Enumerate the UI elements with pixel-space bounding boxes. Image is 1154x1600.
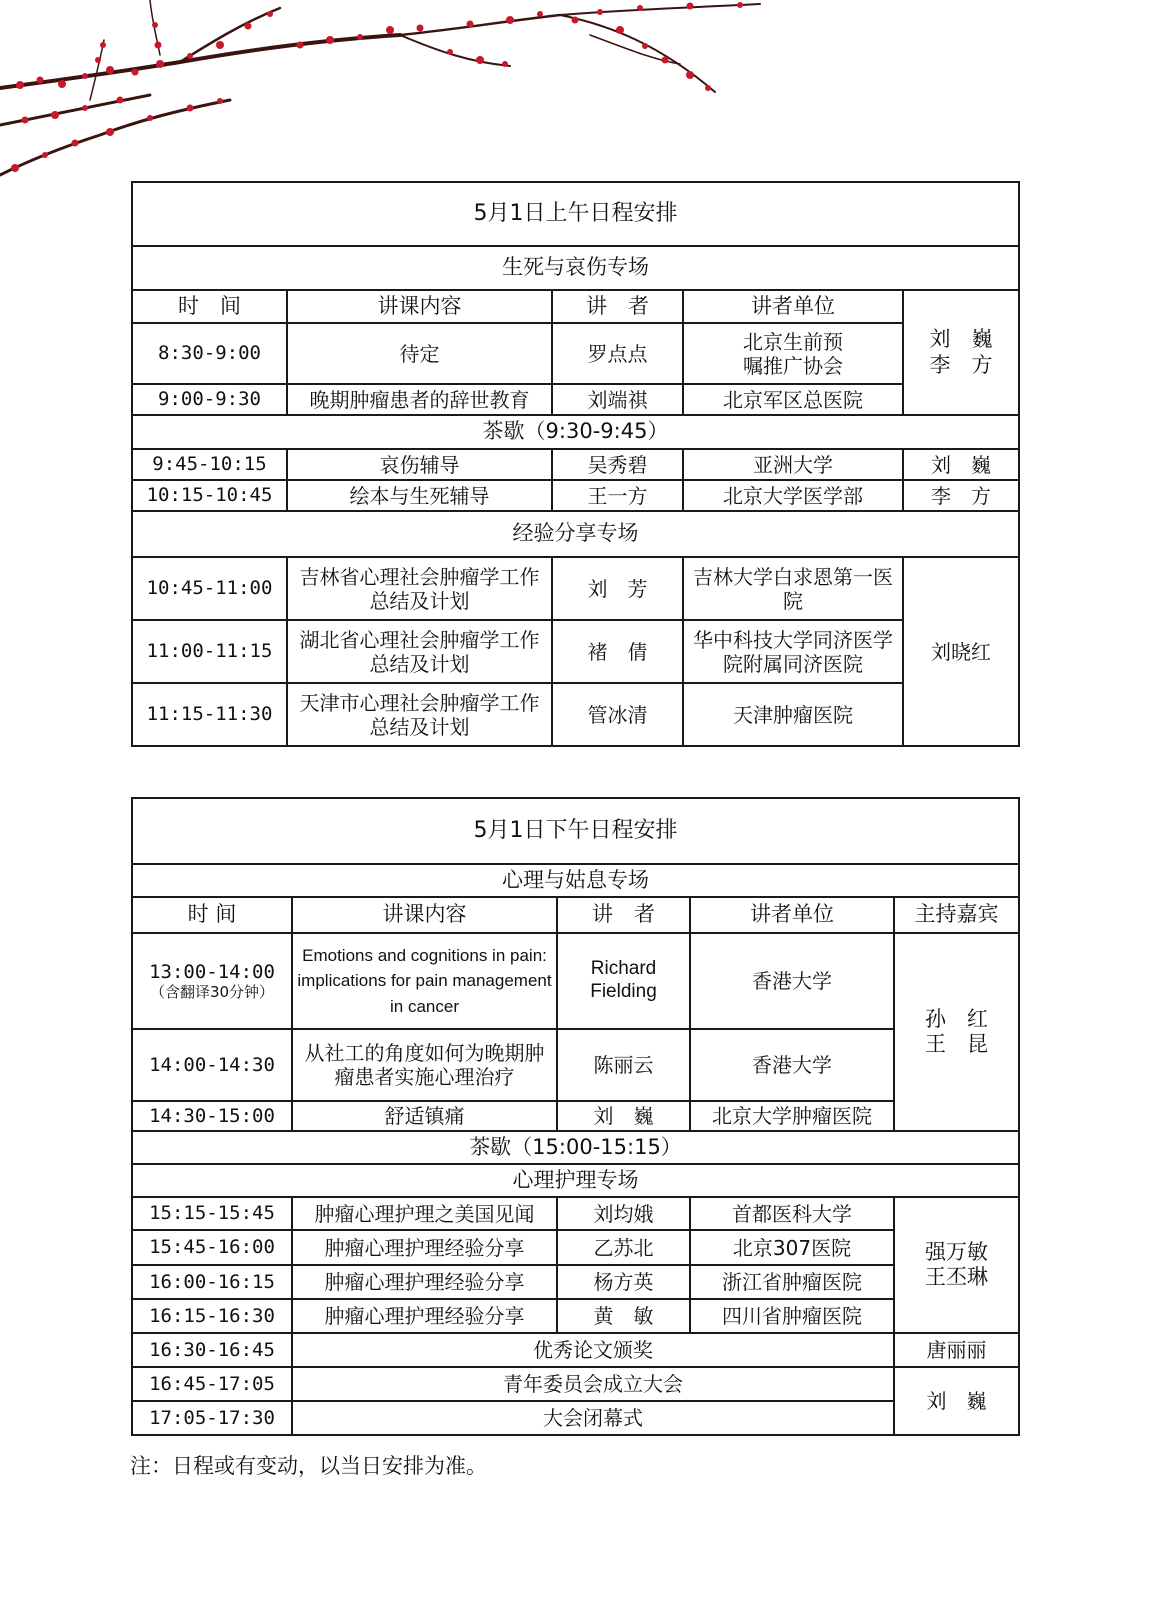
table-row (132, 683, 1019, 746)
session-topic: 肿瘤心理护理经验分享 (292, 1265, 557, 1299)
table-row (132, 1401, 1019, 1435)
section-title-bereavement: 生死与哀伤专场 (132, 246, 1019, 290)
session-organization: 首都医科大学 (690, 1197, 894, 1230)
host-cell (894, 933, 1019, 1131)
session-organization: 北京307医院 (690, 1230, 894, 1265)
header-time: 时 间 (132, 897, 292, 933)
event-title: 青年委员会成立大会 (292, 1367, 894, 1401)
session-time-note: （含翻译30分钟） (149, 983, 275, 1002)
table-row (132, 557, 1019, 620)
table-row (132, 1333, 1019, 1367)
session-speaker: 黄 敏 (557, 1299, 690, 1333)
tea-break: 茶歇（15:00-15:15） (132, 1131, 1019, 1164)
host-name: 强万敏 (925, 1239, 988, 1264)
session-organization: 华中科技大学同济医学院附属同济医院 (683, 620, 903, 683)
schedule-note: 注：日程或有变动，以当日安排为准。 (130, 1454, 487, 1478)
session-topic: 晚期肿瘤患者的辞世教育 (287, 384, 552, 415)
session-time: 16:45-17:05 (132, 1367, 292, 1401)
table-row (132, 384, 1019, 415)
session-speaker: 吴秀碧 (552, 449, 683, 480)
afternoon-schedule-title: 5月1日下午日程安排 (132, 798, 1019, 864)
session-speaker: Richard Fielding (557, 933, 690, 1029)
header-speaker: 讲 者 (552, 290, 683, 323)
header-topic: 讲课内容 (287, 290, 552, 323)
session-speaker: 罗点点 (552, 323, 683, 384)
session-topic: 绘本与生死辅导 (287, 480, 552, 511)
session-time: 8:30-9:00 (132, 323, 287, 384)
host-cell (903, 290, 1019, 415)
session-organization: 亚洲大学 (683, 449, 903, 480)
session-speaker: 王一方 (552, 480, 683, 511)
session-host: 刘晓红 (903, 557, 1019, 746)
host-name: 孙 红 (925, 1006, 988, 1031)
session-speaker: 刘端祺 (552, 384, 683, 415)
session-organization: 浙江省肿瘤医院 (690, 1265, 894, 1299)
session-time: 16:30-16:45 (132, 1333, 292, 1367)
session-time: 14:30-15:00 (132, 1101, 292, 1131)
session-time: 11:00-11:15 (132, 620, 287, 683)
session-speaker: 刘 巍 (557, 1101, 690, 1131)
table-row (132, 933, 1019, 1029)
session-organization: 天津肿瘤医院 (683, 683, 903, 746)
event-title: 优秀论文颁奖 (292, 1333, 894, 1367)
session-organization: 北京大学医学部 (683, 480, 903, 511)
host-name: 刘 巍 (929, 327, 993, 352)
session-time: 10:45-11:00 (132, 557, 287, 620)
session-topic: 吉林省心理社会肿瘤学工作总结及计划 (287, 557, 552, 620)
header-speaker: 讲 者 (557, 897, 690, 933)
session-topic: 待定 (287, 323, 552, 384)
table-row (132, 1230, 1019, 1265)
event-title: 大会闭幕式 (292, 1401, 894, 1435)
header-organization: 讲者单位 (683, 290, 903, 323)
session-topic: 天津市心理社会肿瘤学工作总结及计划 (287, 683, 552, 746)
table-row (132, 449, 1019, 480)
session-time: 15:15-15:45 (132, 1197, 292, 1230)
session-speaker: 杨方英 (557, 1265, 690, 1299)
session-time: 16:15-16:30 (132, 1299, 292, 1333)
section-title-palliative: 心理与姑息专场 (132, 864, 1019, 897)
section-title-nursing: 心理护理专场 (132, 1164, 1019, 1197)
session-topic: Emotions and cognitions in pain: implications for pain management in cancer (292, 933, 557, 1029)
table-row (132, 323, 1019, 384)
session-topic: 从社工的角度如何为晚期肿瘤患者实施心理治疗 (292, 1029, 557, 1101)
session-topic: 湖北省心理社会肿瘤学工作总结及计划 (287, 620, 552, 683)
header-topic: 讲课内容 (292, 897, 557, 933)
session-time: 11:15-11:30 (132, 683, 287, 746)
session-time: 13:00-14:00 (149, 960, 275, 983)
session-time: 14:00-14:30 (132, 1029, 292, 1101)
session-speaker: 管冰清 (552, 683, 683, 746)
session-organization: 北京军区总医院 (683, 384, 903, 415)
session-time: 15:45-16:00 (132, 1230, 292, 1265)
table-row (132, 1265, 1019, 1299)
table-row (132, 1367, 1019, 1401)
table-row (132, 1299, 1019, 1333)
table-row (132, 1029, 1019, 1101)
session-speaker: 陈丽云 (557, 1029, 690, 1101)
header-host: 主持嘉宾 (894, 897, 1019, 933)
session-organization: 香港大学 (690, 933, 894, 1029)
session-time: 10:15-10:45 (132, 480, 287, 511)
session-organization: 四川省肿瘤医院 (690, 1299, 894, 1333)
session-speaker: 乙苏北 (557, 1230, 690, 1265)
session-topic: 肿瘤心理护理经验分享 (292, 1230, 557, 1265)
session-time: 16:00-16:15 (132, 1265, 292, 1299)
session-host: 刘 巍 (903, 449, 1019, 480)
session-speaker: 刘 芳 (552, 557, 683, 620)
session-time: 9:00-9:30 (132, 384, 287, 415)
morning-schedule-title: 5月1日上午日程安排 (132, 182, 1019, 246)
header-time: 时 间 (132, 290, 287, 323)
session-speaker: 刘均娥 (557, 1197, 690, 1230)
session-organization: 香港大学 (690, 1029, 894, 1101)
session-time: 9:45-10:15 (132, 449, 287, 480)
session-topic: 舒适镇痛 (292, 1101, 557, 1131)
plum-blossom-branch-decoration (0, 0, 800, 200)
session-topic: 肿瘤心理护理之美国见闻 (292, 1197, 557, 1230)
table-row (132, 480, 1019, 511)
host-name: 王丕琳 (925, 1265, 988, 1289)
session-topic: 肿瘤心理护理经验分享 (292, 1299, 557, 1333)
header-organization: 讲者单位 (690, 897, 894, 933)
session-host: 李 方 (903, 480, 1019, 511)
session-organization: 北京大学肿瘤医院 (690, 1101, 894, 1131)
session-organization: 吉林大学白求恩第一医院 (683, 557, 903, 620)
session-host: 唐丽丽 (894, 1333, 1019, 1367)
table-row (132, 1101, 1019, 1131)
tea-break: 茶歇（9:30-9:45） (132, 415, 1019, 449)
section-title-experience: 经验分享专场 (132, 511, 1019, 557)
session-topic: 哀伤辅导 (287, 449, 552, 480)
afternoon-schedule-table (131, 797, 1020, 1436)
session-time: 17:05-17:30 (132, 1401, 292, 1435)
table-row (132, 1197, 1019, 1230)
morning-schedule-table (131, 181, 1020, 747)
session-host: 刘 巍 (894, 1367, 1019, 1435)
table-row (132, 620, 1019, 683)
session-time-cell (132, 933, 292, 1029)
session-organization: 北京生前预嘱推广协会 (683, 323, 903, 384)
host-name: 王 昆 (925, 1032, 988, 1056)
session-speaker: 褚 倩 (552, 620, 683, 683)
host-name: 李 方 (929, 352, 993, 377)
host-cell (894, 1197, 1019, 1333)
